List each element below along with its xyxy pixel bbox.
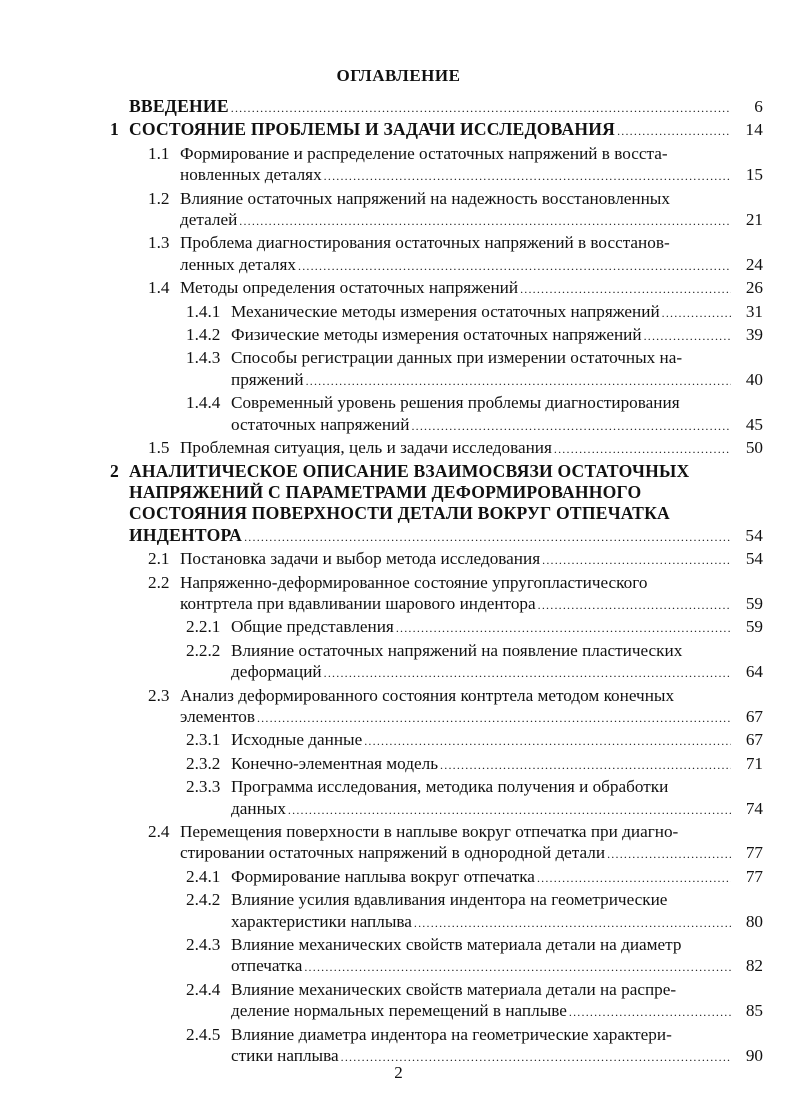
- toc-entry-number: 2.1: [148, 549, 170, 569]
- toc-entry-title: Анализ деформированного состояния контртела методом конечных: [180, 685, 675, 705]
- toc-entry: [148, 548, 763, 571]
- page-number: 2: [394, 1063, 403, 1082]
- dot-leader: [607, 844, 731, 865]
- toc-entry-page: 67: [745, 706, 763, 726]
- toc-entry-number: 1.4.4: [186, 393, 221, 413]
- toc-entry-number: 2.2.1: [186, 617, 221, 637]
- toc-entry: [110, 96, 763, 119]
- toc-entry: [186, 347, 763, 392]
- toc-entry-page: 77: [745, 866, 763, 886]
- toc-entry-title: Влияние остаточных напряжений на появление пластических: [231, 640, 683, 660]
- dot-leader: [617, 121, 731, 142]
- toc-entry-title: элементов: [180, 706, 255, 726]
- toc-entry-number: 2.4.1: [186, 866, 221, 886]
- toc-entry: [186, 889, 763, 934]
- toc-entry-number: 1.5: [148, 438, 170, 458]
- dot-leader: [537, 868, 731, 889]
- toc-entry: [186, 776, 763, 821]
- toc-entry: [110, 119, 763, 142]
- toc-entry-title: деформаций: [231, 662, 322, 682]
- toc-entry-page: 6: [754, 97, 763, 116]
- toc-entry: [186, 729, 763, 752]
- toc-entry: [186, 324, 763, 347]
- dot-leader: [554, 439, 731, 460]
- toc-entry-title: Формирование наплыва вокруг отпечатка: [231, 866, 535, 886]
- toc-entry-title: Современный уровень решения проблемы диагностирования: [231, 393, 680, 413]
- toc-entry-page: 71: [745, 753, 763, 773]
- toc-entry-number: 2.2.2: [186, 640, 221, 660]
- toc-entry-page: 59: [745, 593, 763, 613]
- toc-entry-page: 80: [745, 911, 763, 931]
- toc-entry-title: стировании остаточных напряжений в однородной детали: [180, 843, 606, 863]
- dot-leader: [288, 800, 731, 821]
- table-of-contents: [0, 96, 797, 1068]
- toc-entry: [148, 232, 763, 277]
- dot-leader: [298, 256, 731, 277]
- toc-entry-title: Способы регистрации данных при измерении остаточных на-: [231, 348, 683, 368]
- toc-entry-page: 40: [745, 369, 763, 389]
- toc-entry: [148, 277, 763, 300]
- toc-entry-title: Влияние остаточных напряжений на надежность восстановленных: [180, 188, 670, 208]
- toc-entry-title: Проблема диагностирования остаточных напряжений в восстанов-: [180, 233, 670, 253]
- toc-entry-title: деление нормальных перемещений в наплыве: [231, 1001, 567, 1021]
- toc-entry-number: 1.4.3: [186, 348, 221, 368]
- toc-entry: [148, 143, 763, 188]
- toc-entry: [186, 301, 763, 324]
- toc-entry-page: 59: [745, 617, 763, 637]
- toc-entry: [148, 572, 763, 617]
- toc-entry-page: 26: [745, 278, 763, 298]
- toc-entry-title: Исходные данные: [231, 730, 363, 750]
- toc-entry-number: 2: [110, 460, 119, 481]
- toc-entry-page: 15: [745, 165, 763, 185]
- toc-entry: [186, 934, 763, 979]
- dot-leader: [414, 913, 731, 934]
- dot-leader: [364, 731, 731, 752]
- toc-entry-title: стики наплыва: [231, 1046, 339, 1066]
- toc-entry-page: 67: [745, 730, 763, 750]
- toc-entry-page: 39: [745, 325, 763, 345]
- dot-leader: [396, 618, 731, 639]
- toc-entry-title: Влияние механических свойств материала детали на распре-: [231, 979, 677, 999]
- dot-leader: [324, 166, 731, 187]
- toc-entry-title: АНАЛИТИЧЕСКОЕ ОПИСАНИЕ ВЗАИМОСВЯЗИ ОСТАТОЧНЫХ: [129, 460, 690, 481]
- toc-entry-title: ленных деталях: [180, 254, 296, 274]
- toc-entry-number: 1: [110, 119, 119, 140]
- toc-entry-title: ИНДЕНТОРА: [129, 524, 243, 545]
- toc-entry-page: 54: [745, 549, 763, 569]
- dot-leader: [257, 708, 731, 729]
- toc-entry-title: Общие представления: [231, 617, 394, 637]
- toc-entry: [148, 821, 763, 866]
- dot-leader: [231, 98, 731, 119]
- dot-leader: [304, 957, 731, 978]
- toc-entry-page: 77: [745, 843, 763, 863]
- dot-leader: [306, 371, 731, 392]
- toc-entry-title: Влияние механических свойств материала детали на диаметр: [231, 935, 682, 955]
- toc-entry-page: 14: [745, 120, 763, 140]
- toc-entry-page: 64: [745, 662, 763, 682]
- toc-entry-title: Механические методы измерения остаточных напряжений: [231, 301, 660, 321]
- toc-entry-title: ВВЕДЕНИЕ: [129, 96, 229, 116]
- toc-entry-title: Проблемная ситуация, цель и задачи исследования: [180, 438, 552, 458]
- page-title: ОГЛАВЛЕНИЕ: [336, 66, 461, 85]
- toc-entry-title: СОСТОЯНИЕ ПРОБЛЕМЫ И ЗАДАЧИ ИССЛЕДОВАНИЯ: [129, 119, 616, 140]
- toc-entry-title: СОСТОЯНИЯ ПОВЕРХНОСТИ ДЕТАЛИ ВОКРУГ ОТПЕЧАТКА: [129, 503, 670, 524]
- toc-entry-number: 1.4: [148, 278, 170, 298]
- toc-entry-number: 2.4.5: [186, 1024, 221, 1044]
- toc-entry: [186, 753, 763, 776]
- toc-entry-title: Постановка задачи и выбор метода исследования: [180, 549, 541, 569]
- toc-entry: [186, 640, 763, 685]
- toc-entry-title: деталей: [180, 210, 238, 230]
- toc-entry-page: 21: [745, 210, 763, 230]
- toc-entry-number: 2.3.2: [186, 753, 221, 773]
- dot-leader: [239, 211, 731, 232]
- toc-entry-number: 2.4.4: [186, 979, 221, 999]
- toc-entry-page: 24: [745, 254, 763, 274]
- dot-leader: [324, 663, 731, 684]
- toc-entry-title: Влияние диаметра индентора на геометрические характери-: [231, 1024, 672, 1044]
- toc-entry-number: 2.4.3: [186, 935, 221, 955]
- toc-entry-title: Перемещения поверхности в наплыве вокруг отпечатка при диагно-: [180, 822, 679, 841]
- dot-leader: [644, 326, 731, 347]
- toc-entry-title: пряжений: [231, 369, 304, 389]
- toc-entry-title: Влияние усилия вдавливания индентора на геометрические: [231, 890, 668, 910]
- toc-entry-page: 50: [745, 438, 763, 458]
- toc-entry-title: НАПРЯЖЕНИЙ С ПАРАМЕТРАМИ ДЕФОРМИРОВАННОГО: [129, 481, 642, 502]
- toc-entry-page: 82: [745, 956, 763, 976]
- toc-entry-page: 54: [745, 525, 763, 545]
- dot-leader: [662, 303, 731, 324]
- toc-entry-page: 45: [745, 414, 763, 434]
- toc-entry-page: 31: [745, 301, 763, 321]
- toc-entry-title: Методы определения остаточных напряжений: [180, 278, 519, 298]
- toc-entry: [186, 1024, 763, 1069]
- toc-entry-number: 2.3: [148, 685, 170, 705]
- toc-entry-number: 2.3.3: [186, 777, 221, 797]
- toc-entry-number: 1.2: [148, 188, 170, 208]
- toc-entry-number: 1.1: [148, 143, 170, 163]
- toc-entry-title: Программа исследования, методика получения и обработки: [231, 777, 669, 797]
- toc-entry-title: Конечно-элементная модель: [231, 753, 439, 773]
- toc-entry-title: новленных деталях: [180, 165, 322, 185]
- toc-entry-title: остаточных напряжений: [231, 414, 410, 434]
- toc-entry: [148, 188, 763, 233]
- dot-leader: [520, 279, 731, 300]
- toc-entry-number: 2.3.1: [186, 730, 221, 750]
- toc-entry: [148, 685, 763, 730]
- toc-entry-title: характеристики наплыва: [231, 911, 412, 931]
- toc-entry: [186, 392, 763, 437]
- toc-entry-title: контртела при вдавливании шарового индентора: [180, 593, 536, 613]
- toc-entry-page: 90: [745, 1046, 763, 1066]
- dot-leader: [244, 527, 731, 548]
- toc-entry-number: 2.4.2: [186, 890, 221, 910]
- dot-leader: [569, 1002, 731, 1023]
- toc-entry: [110, 461, 763, 549]
- toc-entry-title: Напряженно-деформированное состояние упругопластического: [180, 572, 648, 592]
- toc-entry-number: 2.2: [148, 572, 170, 592]
- dot-leader: [538, 595, 731, 616]
- dot-leader: [411, 416, 731, 437]
- dot-leader: [440, 755, 731, 776]
- toc-entry: [186, 616, 763, 639]
- toc-entry-page: 85: [745, 1001, 763, 1021]
- toc-entry-number: 2.4: [148, 822, 170, 841]
- toc-entry: [186, 866, 763, 889]
- toc-entry-number: 1.4.1: [186, 301, 221, 321]
- toc-entry-title: Физические методы измерения остаточных напряжений: [231, 325, 642, 345]
- toc-entry-number: 1.4.2: [186, 325, 221, 345]
- toc-entry-number: 1.3: [148, 233, 170, 253]
- toc-entry-page: 74: [745, 798, 763, 818]
- toc-entry: [186, 979, 763, 1024]
- toc-entry-title: отпечатка: [231, 956, 303, 976]
- dot-leader: [542, 550, 731, 571]
- toc-entry-title: Формирование и распределение остаточных напряжений в восста-: [180, 143, 668, 163]
- toc-entry-title: данных: [231, 798, 286, 818]
- toc-entry: [148, 437, 763, 460]
